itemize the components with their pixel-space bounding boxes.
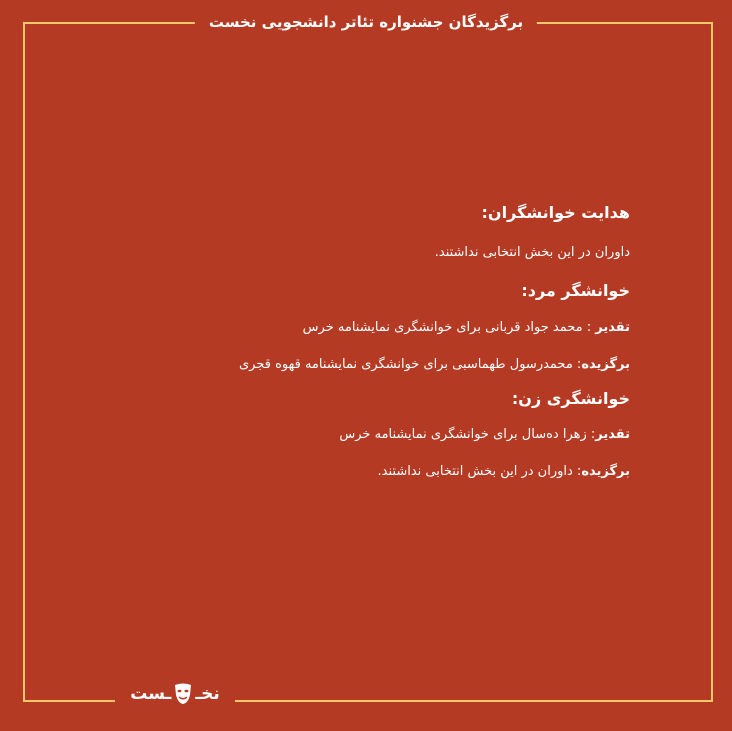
section-line [110, 242, 630, 264]
logo-text-right: نخـ [195, 684, 220, 704]
winners-content [110, 200, 630, 483]
header-title-container [195, 10, 537, 34]
line-lead: برگزیده [581, 464, 630, 479]
theatre-mask-icon [173, 683, 193, 705]
line-text: : زهرا ده‌سال برای خوانشگری نمایشنامه خرس [339, 427, 596, 442]
line-text: : محمدرسول طهماسبی برای خوانشگری نمایشنامه قهوه قجری [239, 357, 582, 372]
page-title: برگزیدگان جشنواره تئاتر دانشجویی نخست [208, 13, 524, 31]
line-text: داوران در این بخش انتخابی نداشتند. [434, 245, 630, 260]
line-text: : محمد جواد قربانی برای خوانشگری نمایشنامه خرس [302, 320, 596, 335]
line-lead: تقدیر [595, 320, 630, 335]
section-line [110, 317, 630, 339]
section-heading-reading-direction: هدایت خوانشگران: [481, 203, 630, 222]
section-line [110, 424, 630, 446]
section-heading-female-reader: خوانشگری زن: [511, 389, 630, 408]
line-lead: برگزیده [581, 357, 630, 372]
festival-logo [115, 676, 235, 712]
line-lead: تقدیر [595, 427, 630, 442]
line-text: : داوران در این بخش انتخابی نداشتند. [377, 464, 582, 479]
section-heading-male-reader: خوانشگر مرد: [521, 281, 630, 300]
section-line [110, 354, 630, 376]
section-line [110, 461, 630, 483]
logo-text-left: ـست [130, 684, 172, 704]
